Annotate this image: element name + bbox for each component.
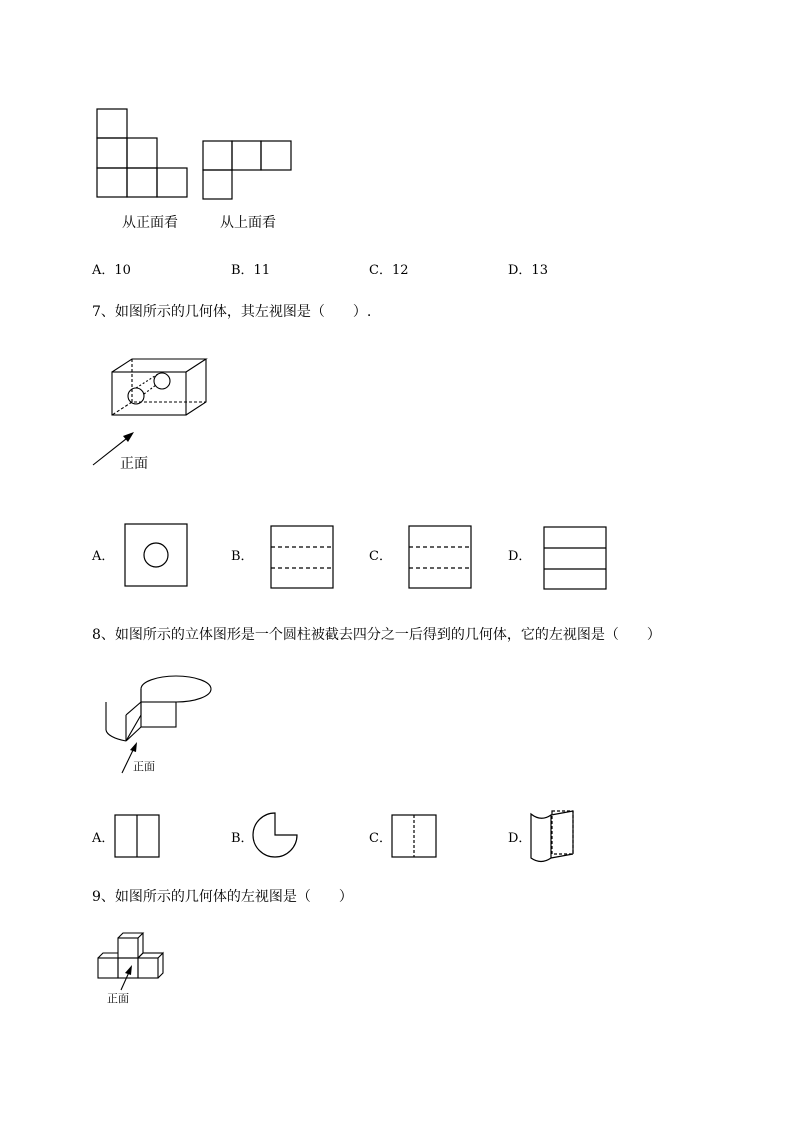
top-view-label: 从上面看 [220,215,276,231]
q8-option-b-letter[interactable]: B． [231,831,254,846]
q7-option-d-letter[interactable]: D． [508,549,532,564]
q9-front-label: 正面 [107,992,129,1005]
q7-option-b-figure[interactable] [270,525,336,591]
q6-front-view-figure [96,108,196,208]
q8-option-c-figure[interactable] [391,814,439,860]
q6-top-view-figure [202,140,302,210]
q8-front-label: 正面 [133,760,155,773]
q7-option-a-figure[interactable] [124,523,190,589]
q7-option-b-letter[interactable]: B． [231,549,254,564]
q8-option-a-figure[interactable] [114,814,162,860]
q8-option-d-figure[interactable] [529,808,579,862]
q9-question-text: 9、如图所示的几何体的左视图是（ ） [92,889,353,905]
q6-option-c[interactable]: C．12 [369,263,409,278]
q7-option-c-figure[interactable] [408,525,474,591]
front-view-label: 从正面看 [122,215,178,231]
q7-question-text: 7、如图所示的几何体，其左视图是（ ）. [92,304,372,320]
q8-option-b-figure[interactable] [252,812,302,862]
q6-option-a[interactable]: A．10 [92,263,131,278]
q7-option-c-letter[interactable]: C． [369,549,392,564]
q8-option-a-letter[interactable]: A． [92,831,115,846]
q8-option-d-letter[interactable]: D． [508,831,532,846]
q7-cube-with-hole-figure [90,355,200,470]
q6-option-d[interactable]: D．13 [508,263,548,278]
q7-front-label: 正面 [120,456,148,472]
q8-question-text: 8、如图所示的立体图形是一个圆柱被截去四分之一后得到的几何体，它的左视图是（ ） [92,627,661,643]
q8-option-c-letter[interactable]: C． [369,831,392,846]
q7-option-a-letter[interactable]: A． [92,549,115,564]
q7-option-d-figure[interactable] [543,526,609,592]
q6-option-b[interactable]: B．11 [231,263,271,278]
